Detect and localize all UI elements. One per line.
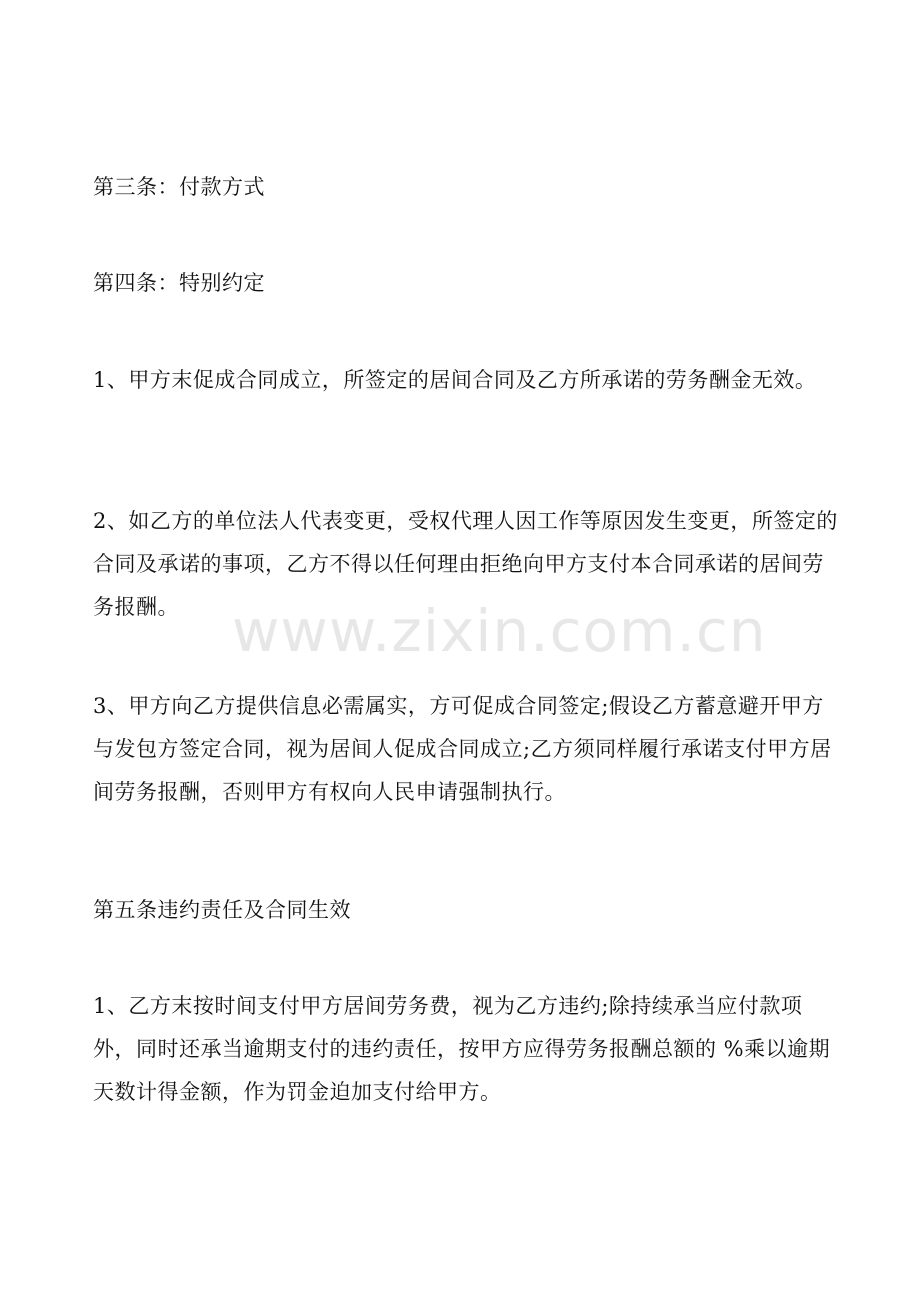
- article-5-title: 第五条违约责任及合同生效: [93, 898, 351, 922]
- watermark: www.zixin.com.cn: [232, 597, 767, 665]
- article-4-item-3: 3、甲方向乙方提供信息必需属实，方可促成合同签定;假设乙方蓄意避开甲方与发包方签定合同，视为居间人促成合同成立;乙方须同样履行承诺支付甲方居间劳务报酬，否则甲方有权向人民申请强制执行。: [93, 694, 832, 804]
- article-4-title: 第四条：特别约定: [93, 271, 265, 295]
- article-5-item-1: 1、乙方末按时间支付甲方居间劳务费，视为乙方违约;除持续承当应付款项外，同时还承当逾期支付的违约责任，按甲方应得劳务报酬总额的 %乘以逾期天数计得金额，作为罚金迫加支付给甲方。: [93, 994, 831, 1104]
- article-4-item-1: 1、甲方末促成合同成立，所签定的居间合同及乙方所承诺的劳务酬金无效。: [93, 368, 817, 392]
- article-4-item-2: 2、如乙方的单位法人代表变更，受权代理人因工作等原因发生变更，所签定的合同及承诺的事项，乙方不得以任何理由拒绝向甲方支付本合同承诺的居间劳务报酬。: [93, 509, 838, 619]
- article-3-title: 第三条：付款方式: [93, 175, 265, 199]
